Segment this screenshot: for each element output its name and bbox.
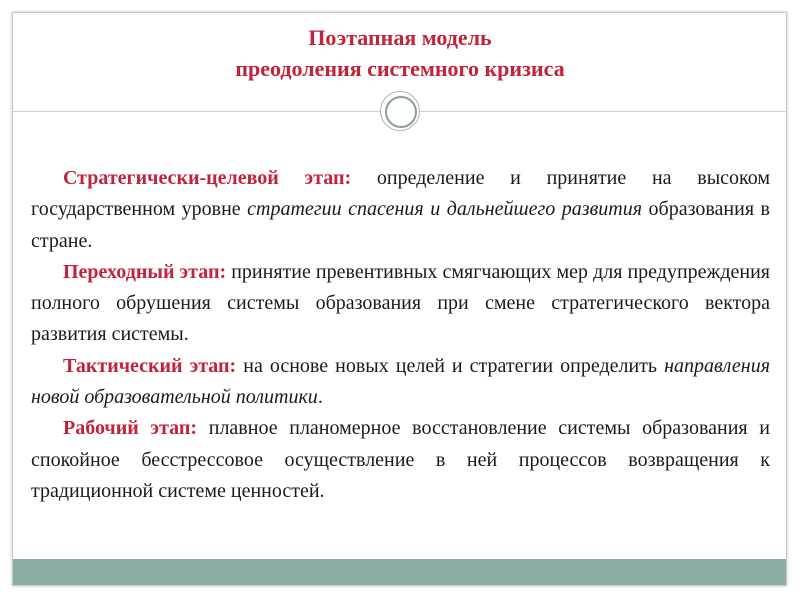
stage-name: Переходный этап: [63, 260, 227, 283]
stage-paragraph-working [31, 413, 770, 507]
title-line-2: преодоления системного кризиса [235, 56, 565, 81]
stages-text [31, 163, 770, 507]
stage-text: . [317, 386, 323, 409]
stage-name: Рабочий этап: [63, 417, 198, 440]
stage-emphasis: направления новой образовательной политики [31, 354, 770, 409]
stage-paragraph-strategic [31, 163, 770, 257]
stage-name: Стратегически-целевой этап: [63, 167, 352, 189]
stage-text: образования в стране. [31, 198, 770, 252]
stage-text: принятие превентивных смягчающих мер для предупреждения полного обрушения системы образования при смене стратегического вектора развития системы. [31, 260, 771, 346]
title-line-1: Поэтапная модель [308, 25, 492, 50]
stage-paragraph-transitional [31, 257, 770, 351]
stage-text: на основе новых целей и стратегии определить [236, 354, 665, 377]
divider-ornament-ring [385, 96, 417, 128]
stage-text: определение и принятие на высоком государственном уровне [31, 167, 771, 221]
slide-title [0, 22, 800, 84]
stage-name: Тактический этап: [63, 354, 237, 377]
stage-paragraph-tactical [31, 351, 770, 414]
stage-text: плавное планомерное восстановление системы образования и спокойное бесстрессовое осуществление в ней процессов возвращения к традиционной системе ценностей. [31, 417, 770, 502]
stage-emphasis: стратегии спасения и дальнейшего развития [247, 198, 643, 221]
divider-ornament [380, 91, 420, 131]
footer-bar [13, 559, 786, 585]
